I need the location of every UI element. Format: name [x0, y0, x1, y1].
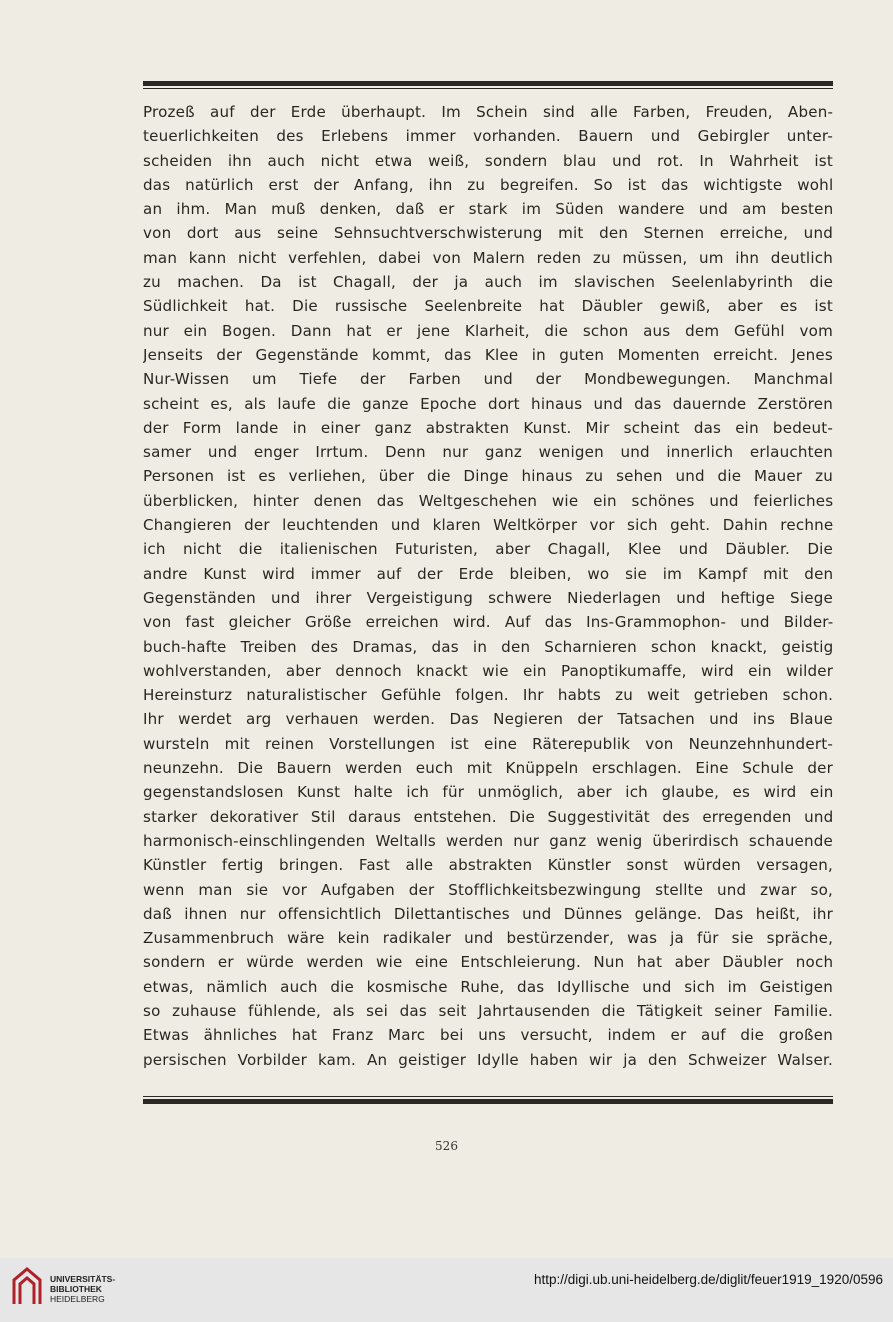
library-logo-icon[interactable]	[10, 1266, 44, 1306]
text-line: teuerlichkeiten des Erlebens immer vorhanden. Bauern und Gebirgler unter-	[143, 127, 833, 146]
library-line-1: UNIVERSITÄTS-	[50, 1274, 116, 1284]
text-line: neunzehn. Die Bauern werden euch mit Knüppeln erschlagen. Eine Schule der	[143, 759, 833, 778]
bottom-rule	[143, 1096, 833, 1104]
text-line: nur ein Bogen. Dann hat er jene Klarheit, die schon aus dem Gefühl vom	[143, 321, 833, 340]
text-line: Personen ist es verliehen, über die Dinge hinaus zu sehen und die Mauer zu	[143, 467, 833, 486]
text-line: zu machen. Da ist Chagall, der ja auch im slavischen Seelenlabyrinth die	[143, 273, 833, 292]
text-line: scheint es, als laufe die ganze Epoche dort hinaus und das dauernde Zerstören	[143, 394, 833, 413]
text-line: andre Kunst wird immer auf der Erde bleiben, wo sie im Kampf mit den	[143, 564, 833, 583]
text-line: wursteln mit reinen Vorstellungen ist eine Räterepublik von Neunzehnhundert-	[143, 734, 833, 753]
text-line: scheiden ihn auch nicht etwa weiß, sondern blau und rot. In Wahrheit ist	[143, 151, 833, 170]
footer-bar	[0, 1258, 893, 1322]
text-line: Hereinsturz naturalistischer Gefühle folgen. Ihr habts zu weit getrieben schon.	[143, 686, 833, 705]
source-url-link[interactable]: http://digi.ub.uni-heidelberg.de/diglit/feuer1919_1920/0596	[533, 1272, 883, 1287]
text-line: Prozeß auf der Erde überhaupt. Im Schein sind alle Farben, Freuden, Aben-	[143, 103, 833, 121]
text-line: so zuhause fühlende, als sei das seit Jahrtausenden die Tätigkeit seiner Familie.	[143, 1001, 833, 1020]
text-line: Etwas ähnliches hat Franz Marc bei uns versucht, indem er auf die großen	[143, 1026, 833, 1045]
text-line: etwas, nämlich auch die kosmische Ruhe, das Idyllische und sich im Geistigen	[143, 977, 833, 996]
text-line: Nur-Wissen um Tiefe der Farben und der Mondbewegungen. Manchmal	[143, 370, 833, 389]
text-line: wohlverstanden, aber dennoch knackt wie ein Panoptikumaffe, wird ein wilder	[143, 661, 833, 680]
text-line: man kann nicht verfehlen, dabei von Malern reden zu müssen, um ihn deutlich	[143, 248, 833, 267]
text-line: Zusammenbruch wäre kein radikaler und bestürzender, was ja für sie spräche,	[143, 929, 833, 948]
text-line: ich nicht die italienischen Futuristen, aber Chagall, Klee und Däubler. Die	[143, 540, 833, 559]
text-line: überblicken, hinter denen das Weltgeschehen wie ein schönes und feierliches	[143, 491, 833, 510]
library-line-3: HEIDELBERG	[50, 1294, 105, 1304]
text-line: Gegenständen und ihrer Vergeistigung schwere Niederlagen und heftige Siege	[143, 588, 833, 607]
text-line: gegenstandslosen Kunst halte ich für unmöglich, aber ich glaube, es wird ein	[143, 783, 833, 802]
text-line: Ihr werdet arg verhauen werden. Das Negieren der Tatsachen und ins Blaue	[143, 710, 833, 729]
text-line: von dort aus seine Sehnsuchtverschwisterung mit den Sternen erreiche, und	[143, 224, 833, 243]
text-line: buch-hafte Treiben des Dramas, das in den Scharnieren schon knackt, geistig	[143, 637, 833, 656]
text-line: Changieren der leuchtenden und klaren Weltkörper vor sich geht. Dahin rechne	[143, 516, 833, 535]
text-line: starker dekorativer Stil daraus entstehen. Die Suggestivität des erregenden und	[143, 807, 833, 826]
text-line: persischen Vorbilder kam. An geistiger Idylle haben wir ja den Schweizer Walser.	[143, 1050, 833, 1069]
library-name	[50, 1274, 115, 1304]
text-line: samer und enger Irrtum. Denn nur ganz wenigen und innerlich erlauchten	[143, 443, 833, 462]
text-line: daß ihnen nur offensichtlich Dilettantisches und Dünnes gelänge. Das heißt, ihr	[143, 904, 833, 923]
library-line-2: BIBLIOTHEK	[50, 1284, 102, 1294]
text-line: sondern er würde werden wie eine Entschleierung. Nun hat aber Däubler noch	[143, 953, 833, 972]
text-line: Südlichkeit hat. Die russische Seelenbreite hat Däubler gewiß, aber es ist	[143, 297, 833, 316]
top-rule	[143, 81, 833, 89]
page-number: 526	[435, 1139, 458, 1153]
text-line: von fast gleicher Größe erreichen wird. Auf das Ins-Grammophon- und Bilder-	[143, 613, 833, 632]
text-line: harmonisch-einschlingenden Weltalls werden nur ganz wenig überirdisch schauende	[143, 831, 833, 850]
text-line: wenn man sie vor Aufgaben der Stofflichkeitsbezwingung stellte und zwar so,	[143, 880, 833, 899]
text-line: der Form lande in einer ganz abstrakten Kunst. Mir scheint das ein bedeut-	[143, 418, 833, 437]
text-line: an ihm. Man muß denken, daß er stark im Süden wandere und am besten	[143, 200, 833, 219]
text-line: Jenseits der Gegenstände kommt, das Klee in guten Momenten erreicht. Jenes	[143, 345, 833, 364]
body-text	[143, 100, 833, 1072]
text-line: Künstler fertig bringen. Fast alle abstrakten Künstler sonst würden versagen,	[143, 856, 833, 875]
text-line: das natürlich erst der Anfang, ihn zu begreifen. So ist das wichtigste wohl	[143, 175, 833, 194]
